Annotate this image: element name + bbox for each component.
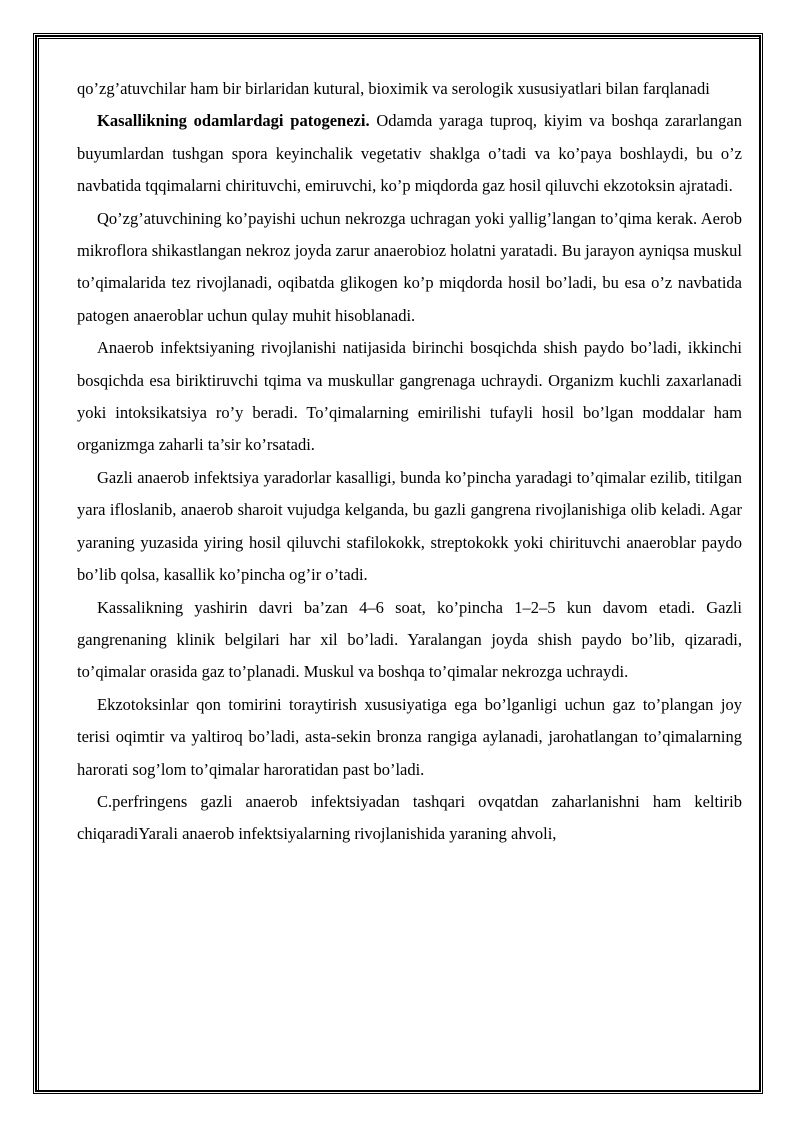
paragraph-text: Kassalikning yashirin davri ba’zan 4–6 soat, ko’pincha 1–2–5 kun davom etadi. Gazli gangrenaning klinik belgilari har xil bo’ladi. Yaralangan joyda shish paydo bo’lib, qizaradi, to’qimalar orasida gaz to’planadi. Muskul va boshqa to’qimalar nekrozga uchraydi.: [77, 597, 742, 682]
paragraph-1: [77, 73, 742, 105]
paragraph-6: [77, 592, 742, 689]
paragraph-2: [77, 105, 742, 202]
paragraph-8: [77, 786, 742, 851]
paragraph-text: Qo’zg’atuvchining ko’payishi uchun nekrozga uchragan yoki yallig’langan to’qima kerak. Aerob mikroflora shikastlangan nekroz joyda zarur anaerobioz holatni yaratadi. Bu jarayon ayniqsa muskul to’qimalarida tez rivojlanadi, oqibatda glikogen ko’p miqdorda hosil bo’ladi, bu esa o’z navbatida patogen anaeroblar uchun qulay muhit hisoblanadi.: [77, 208, 742, 325]
paragraph-3: [77, 203, 742, 333]
paragraph-text: Gazli anaerob infektsiya yaradorlar kasalligi, bunda ko’pincha yaradagi to’qimalar ezilib, titilgan yara ifloslanib, anaerob sharoit vujudga kelganda, bu gazli gangrena rivojlanishiga olib keladi. Agar yaraning yuzasida yiring hosil qiluvchi stafilokokk, streptokokk yoki chirituvchi anaeroblar paydo bo’lib qolsa, kasallik ko’pincha og’ir o’tadi.: [77, 467, 742, 585]
section-heading-pathogenesis: Kasallikning odamlardagi patogenezi.: [97, 111, 370, 131]
paragraph-text: Ekzotoksinlar qon tomirini toraytirish xususiyatiga ega bo’lganligi uchun gaz to’plangan joy terisi oqimtir va yaltiroq bo’ladi, asta-sekin bronza rangiga aylanadi, jarohatlangan to’qimalarning harorati sog’lom to’qimalar haroratidan past bo’ladi.: [77, 694, 742, 779]
document-body: [77, 73, 742, 851]
paragraph-text: Anaerob infektsiyaning rivojlanishi natijasida birinchi bosqichda shish paydo bo’ladi, ikkinchi bosqichda esa biriktiruvchi tqima va muskullar gangrenaga uchraydi. Organizm kuchli zaxarlanadi yoki intoksikatsiya ro’y beradi. To’qimalarning emirilishi tufayli hosil bo’lgan moddalar ham organizmga zaharli ta’sir ko’rsatadi.: [77, 338, 742, 455]
paragraph-5: [77, 462, 742, 592]
paragraph-7: [77, 689, 742, 786]
paragraph-text: Odamda yaraga tuproq, kiyim va boshqa zararlangan buyumlardan tushgan spora keyinchalik vegetativ shaklga o’tadi va ko’paya boshlaydi, bu o’z navbatida tqqimalarni chirituvchi, emiruvchi, ko’p miqdorda gaz hosil qiluvchi ekzotoksin ajratadi.: [77, 111, 742, 196]
paragraph-4: [77, 332, 742, 462]
paragraph-text: C.perfringens gazli anaerob infektsiyadan tashqari ovqatdan zaharlanishni ham keltirib chiqaradiYarali anaerob infektsiyalarning rivojlanishida yaraning ahvoli,: [77, 791, 742, 844]
paragraph-text: qo’zg’atuvchilar ham bir birlaridan kutural, bioximik va serologik xususiyatlari bilan farqlanadi: [77, 79, 710, 98]
